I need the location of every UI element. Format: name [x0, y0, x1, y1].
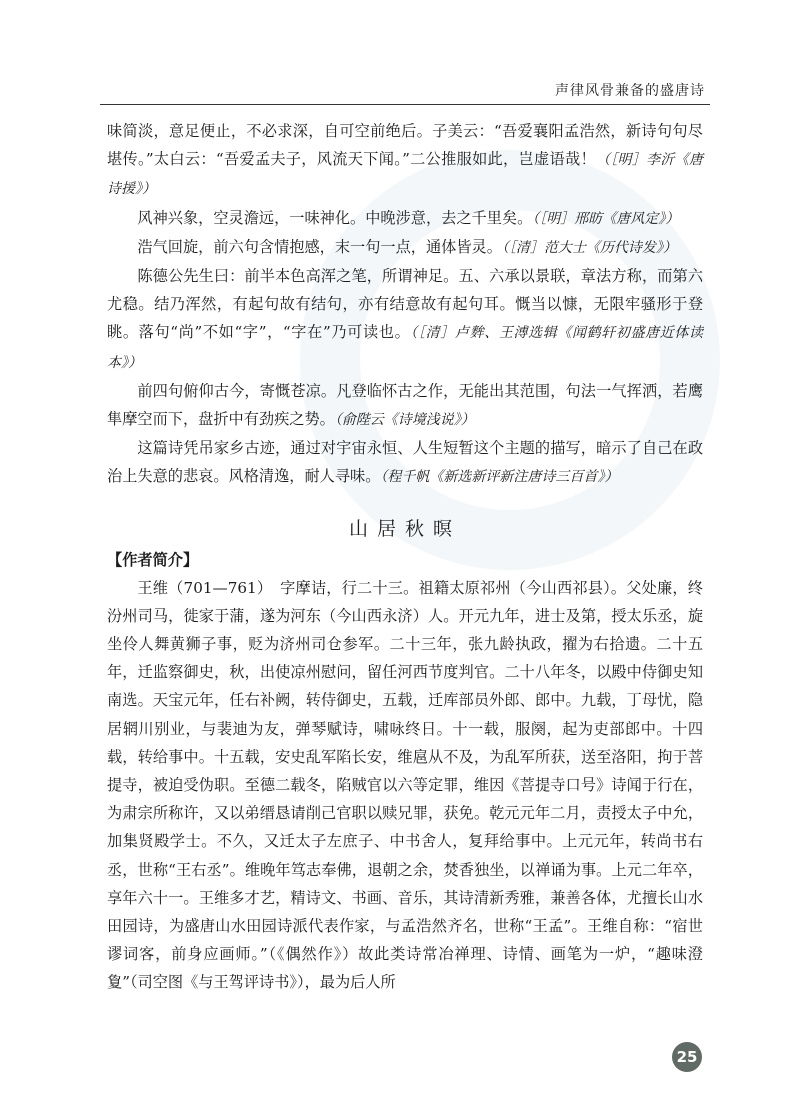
author-bio-paragraph: 王维（701—761） 字摩诘，行二十三。祖籍太原祁州（今山西祁县）。父处廉，终汾州司马，徙家于蒲，遂为河东（今山西永济）人。开元九年，进士及第，授太乐丞，旋坐伶人舞黄狮子事，贬为济州司仓参军。二十三年，张九龄执政，擢为右拾遗。二十五年，迁监察御史，秋，出使凉州慰问，留任河西节度判官。二十八年冬，以殿中侍御史知南选。天宝元年，任右补阙，转侍御史，五载，迁库部员外郎、郎中。九载，丁母忧，隐居辋川别业，与裴迪为友，弹琴赋诗，啸咏终日。十一载，服阕，起为吏部郎中。十四载，转给事中。十五载，安史乱军陷长安，维扈从不及，为乱军所获，送至洛阳，拘于菩提寺，被迫受伪职。至德二载冬，陷贼官以六等定罪，维因《菩提寺口号》诗闻于行在，为肃宗所称许，又以弟缙恳请削己官职以赎兄罪，获免。乾元元年二月，责授太子中允，加集贤殿学士。不久，又迁太子左庶子、中书舍人，复拜给事中。上元元年，转尚书右丞，世称“王右丞”。维晚年笃志奉佛，退朝之余，焚香独坐，以禅诵为事。上元二年卒，享年六十一。王维多才艺，精诗文、书画、音乐，其诗清新秀雅，兼善各体，尤擅长山水田园诗，为盛唐山水田园诗派代表作家，与孟浩然齐名，世称“王孟”。王维自称：“宿世谬词客，前身应画师。”（《偶然作》）故此类诗常冶禅理、诗情、画笔为一炉，“趣味澄夐”（司空图《与王驾评诗书》），最为后人所	[107, 578, 703, 992]
header-rule	[100, 104, 710, 105]
poem-title: 山居秋暝	[348, 517, 461, 540]
commentary-paragraph: 前四句俯仰古今，寄慨苍凉。凡登临怀古之作，无能出其范围，句法一气挥洒，若鹰隼摩空而下，盘折中有劲疾之势。（俞陛云《诗境浅说》）	[107, 381, 703, 429]
citation: （俞陛云《诗境浅说》）	[334, 412, 475, 429]
page-body	[107, 117, 703, 997]
commentary-paragraph: 风神兴象，空灵澹远，一味神化。中晚涉意，去之千里矣。（［明］邢昉《唐风定》）	[137, 208, 680, 227]
citation: （［清］卢麰、王溥选辑《闻鹤轩初盛唐近体读本》）	[107, 325, 703, 371]
commentary-paragraph: 味简淡，意足便止，不必求深，自可空前绝后。子美云：“吾爱襄阳孟浩然，新诗句句尽堪传。”太白云：“吾爱孟夫子，风流天下闻。”二公推服如此，岂虚语哉！（［明］李沂《唐诗援》）	[107, 122, 704, 198]
commentary-paragraph: 这篇诗凭吊家乡古迹，通过对宇宙永恒、人生短暂这个主题的描写，暗示了自己在政治上失意的悲哀。风格清逸，耐人寻味。（程千帆《新选新评新注唐诗三百首》）	[107, 439, 703, 486]
citation: （［明］李沂《唐诗援》）	[107, 152, 704, 198]
citation: （［明］邢昉《唐风定》）	[532, 210, 680, 227]
running-header: 声律风骨兼备的盛唐诗	[555, 83, 705, 99]
commentary-paragraph: 陈德公先生曰：前半本色高浑之笔，所谓神足。五、六承以景联，章法方称，而第六尤稳。结乃浑然，有起句故有结句，亦有结意故有起句耳。慨当以慷，无限牢骚形于登眺。落句“尚”不如“字”，“字在”乃可读也。（［清］卢麰、王溥选辑《闻鹤轩初盛唐近体读本》）	[107, 267, 703, 371]
citation: （程千帆《新选新评新注唐诗三百首》）	[380, 469, 619, 486]
page-number-badge: 25	[672, 1042, 702, 1072]
author-intro-heading: 【作者简介】	[107, 550, 199, 569]
commentary-paragraph: 浩气回旋，前六句含情抱感，末一句一点，通体皆灵。（［清］范大士《历代诗发》）	[137, 237, 677, 256]
citation: （［清］范大士《历代诗发》）	[501, 239, 677, 256]
